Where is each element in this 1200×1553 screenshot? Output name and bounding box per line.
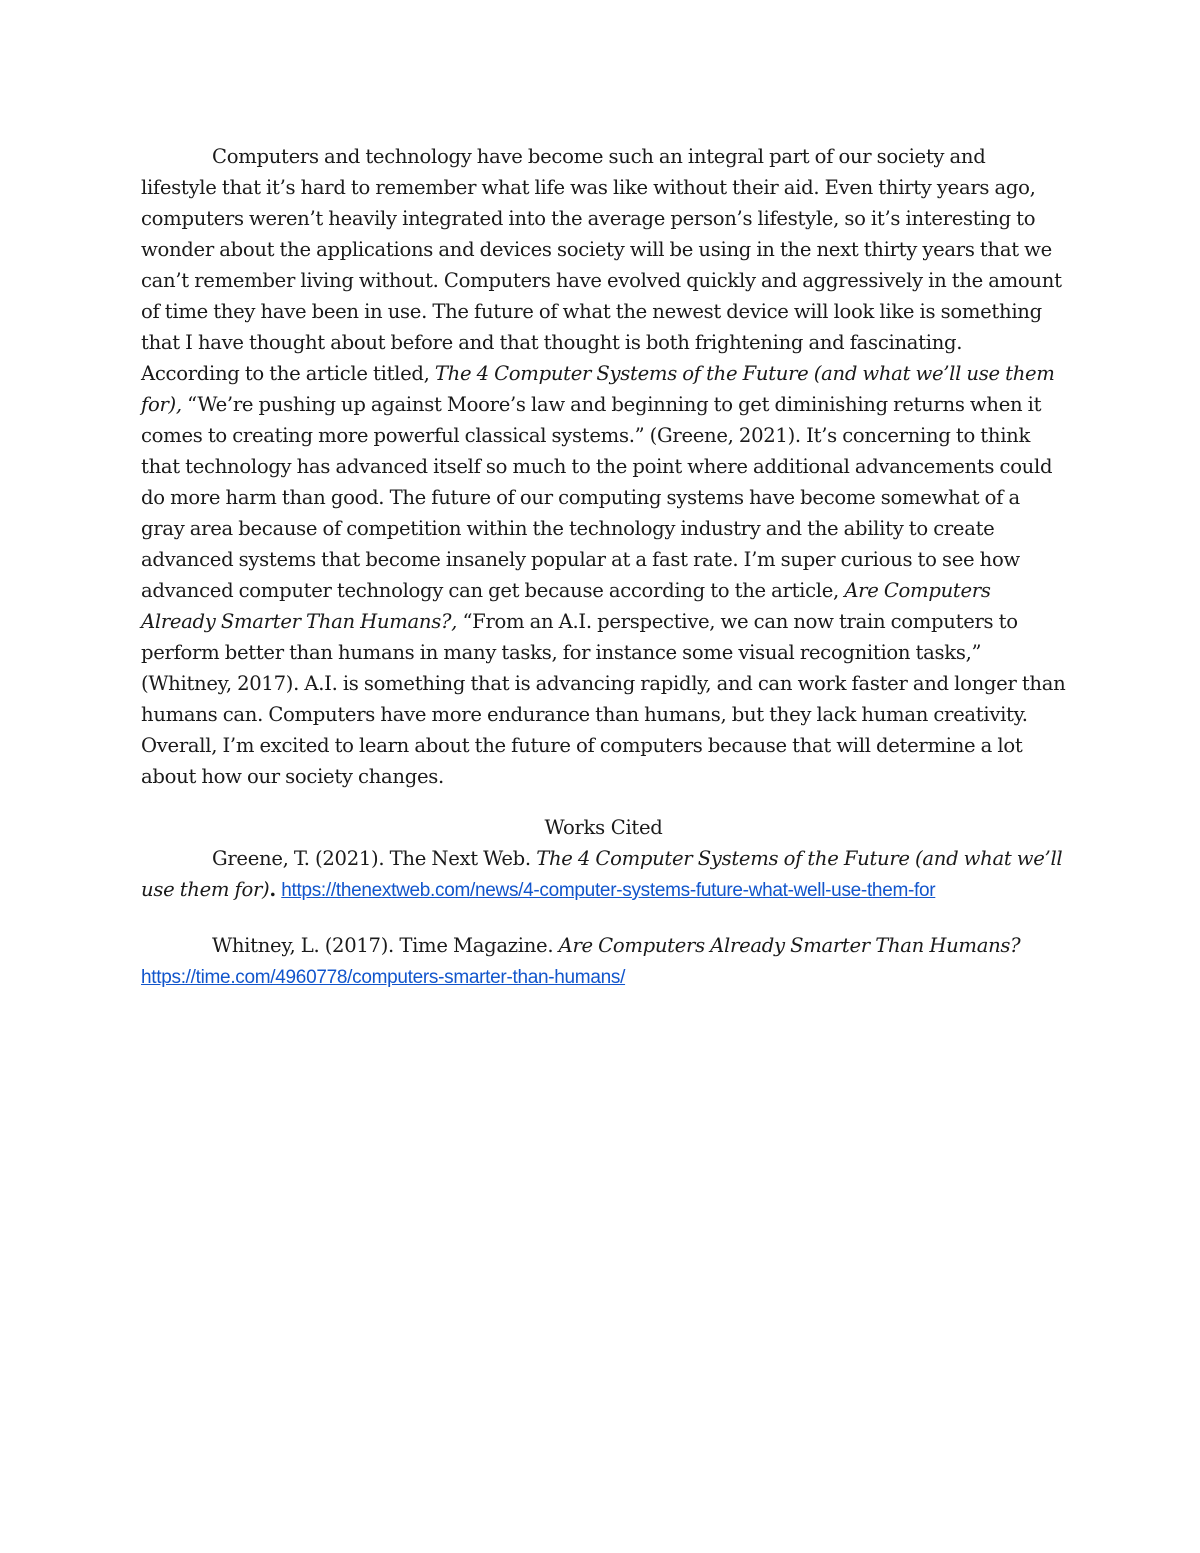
- citation-author: Greene, T. (2021). The Next Web.: [212, 847, 537, 870]
- works-cited-heading: Works Cited: [544, 816, 663, 839]
- citation-entry: [141, 930, 1066, 993]
- citation-author: Whitney, L. (2017). Time Magazine.: [212, 934, 559, 957]
- document-body: [141, 141, 1066, 993]
- essay-paragraph: [141, 141, 1066, 792]
- essay-text-part-2: “We’re pushing up against Moore’s law and beginning to get diminishing returns when it comes to creating more powerful classical systems.” (Greene, 2021). It’s concerning to think that technology has advanced itself so much to the point where additional advancements could do more harm than good. The future of our computing systems have become somewhat of a gray area because of competition within the technology industry and the ability to create advanced systems that become insanely popular at a fast rate. I’m super curious to see how advanced computer technology can get because according to the article,: [141, 393, 1053, 602]
- citation-link[interactable]: https://time.com/4960778/computers-smarter-than-humans/: [141, 967, 626, 988]
- citation-title: The 4 Computer Systems of the Future (and what we’ll use them for): [141, 847, 1063, 901]
- article-title-1: The 4 Computer Systems of the Future (and what we’ll use them for),: [141, 362, 1055, 416]
- essay-text-part-1: Computers and technology have become such an integral part of our society and lifestyle that it’s hard to remember what life was like without their aid. Even thirty years ago, computers weren’t heavily integrated into the average person’s lifestyle, so it’s interesting to wonder about the applications and devices society will be using in the next thirty years that we can’t remember living without. Computers have evolved quickly and aggressively in the amount of time they have been in use. The future of what the newest device will look like is something that I have thought about before and that thought is both frightening and fascinating. According to the article titled,: [141, 145, 1062, 385]
- citation-title: Are Computers Already Smarter Than Humans?: [558, 934, 1021, 957]
- article-title-2: Are Computers Already Smarter Than Humans?,: [141, 579, 991, 633]
- citation-entry: [141, 843, 1066, 906]
- citation-link[interactable]: https://thenextweb.com/news/4-computer-systems-future-what-well-use-them-for: [281, 880, 936, 901]
- essay-text-part-3: “From an A.I. perspective, we can now train computers to perform better than humans in many tasks, for instance some visual recognition tasks,” (Whitney, 2017). A.I. is something that is advancing rapidly, and can work faster and longer than humans can. Computers have more endurance than humans, but they lack human creativity. Overall, I’m excited to learn about the future of computers because that will determine a lot about how our society changes.: [141, 610, 1066, 788]
- citation-separator: .: [269, 878, 276, 901]
